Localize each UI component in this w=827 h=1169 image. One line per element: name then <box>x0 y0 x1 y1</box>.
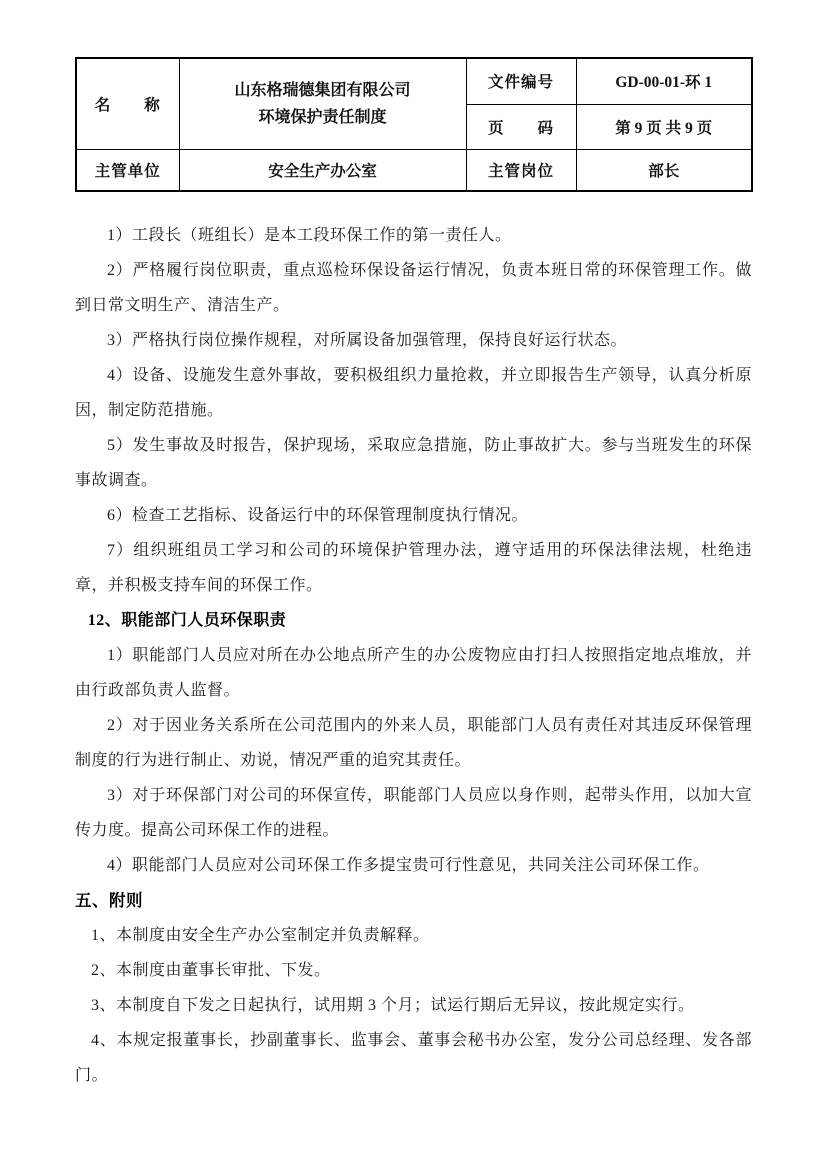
section-heading-5: 五、附则 <box>75 891 143 910</box>
paragraph-item-1: 1）工段长（班组长）是本工段环保工作的第一责任人。 <box>107 227 512 244</box>
appendix-item-2: 2、本制度由董事长审批、下发。 <box>91 962 331 979</box>
paragraph-item-4: 4）设备、设施发生意外事故，要积极组织力量抢救，并立即报告生产领导，认真分析原因，制定防范措施。 <box>75 367 752 419</box>
paragraph-item-12-4: 4）职能部门人员应对公司环保工作多提宝贵可行性意见，共同关注公司环保工作。 <box>107 857 710 874</box>
appendix-item-1: 1、本制度由安全生产办公室制定并负责解释。 <box>91 927 430 944</box>
paragraph-item-12-2: 2）对于因业务关系所在公司范围内的外来人员，职能部门人员有责任对其违反环保管理制度的行为进行制止、劝说，情况严重的追究其责任。 <box>75 717 752 769</box>
document-body <box>75 218 752 1093</box>
name-label-cell: 名 称 <box>76 58 179 149</box>
unit-value-cell: 安全生产办公室 <box>179 149 466 191</box>
header-table <box>75 57 753 192</box>
paragraph-item-3: 3）严格执行岗位操作规程，对所属设备加强管理，保持良好运行状态。 <box>107 332 628 349</box>
page-number-label-cell: 页 码 <box>466 104 576 149</box>
post-value-cell: 部长 <box>576 149 752 191</box>
paragraph-item-6: 6）检查工艺指标、设备运行中的环保管理制度执行情况。 <box>107 507 529 524</box>
company-name: 山东格瑞德集团有限公司 <box>234 81 411 99</box>
paragraph-item-12-1: 1）职能部门人员应对所在办公地点所产生的办公废物应由打扫人按照指定地点堆放，并由行政部负责人监督。 <box>75 647 752 699</box>
paragraph-item-12-3: 3）对于环保部门对公司的环保宣传，职能部门人员应以身作则，起带头作用，以加大宣传力度。提高公司环保工作的进程。 <box>75 787 752 839</box>
doc-number-label-cell: 文件编号 <box>466 58 576 104</box>
document-title: 环境保护责任制度 <box>258 108 387 126</box>
appendix-item-4: 4、本规定报董事长，抄副董事长、监事会、董事会秘书办公室，发分公司总经理、发各部门。 <box>75 1032 752 1084</box>
paragraph-item-5: 5）发生事故及时报告，保护现场，采取应急措施，防止事故扩大。参与当班发生的环保事故调查。 <box>75 437 752 489</box>
appendix-item-3: 3、本制度自下发之日起执行，试用期 3 个月；试运行期后无异议，按此规定实行。 <box>91 997 695 1014</box>
unit-label-cell: 主管单位 <box>76 149 179 191</box>
document-title-cell <box>179 58 466 149</box>
post-label-cell: 主管岗位 <box>466 149 576 191</box>
paragraph-item-2: 2）严格履行岗位职责，重点巡检环保设备运行情况，负责本班日常的环保管理工作。做到日常文明生产、清洁生产。 <box>75 262 752 314</box>
doc-number-value-cell: GD-00-01-环 1 <box>576 58 752 104</box>
paragraph-item-7: 7）组织班组员工学习和公司的环境保护管理办法，遵守适用的环保法律法规，杜绝违章，并积极支持车间的环保工作。 <box>75 542 752 594</box>
section-heading-12: 12、职能部门人员环保职责 <box>87 612 287 629</box>
page-number-value-cell: 第 9 页 共 9 页 <box>576 104 752 149</box>
